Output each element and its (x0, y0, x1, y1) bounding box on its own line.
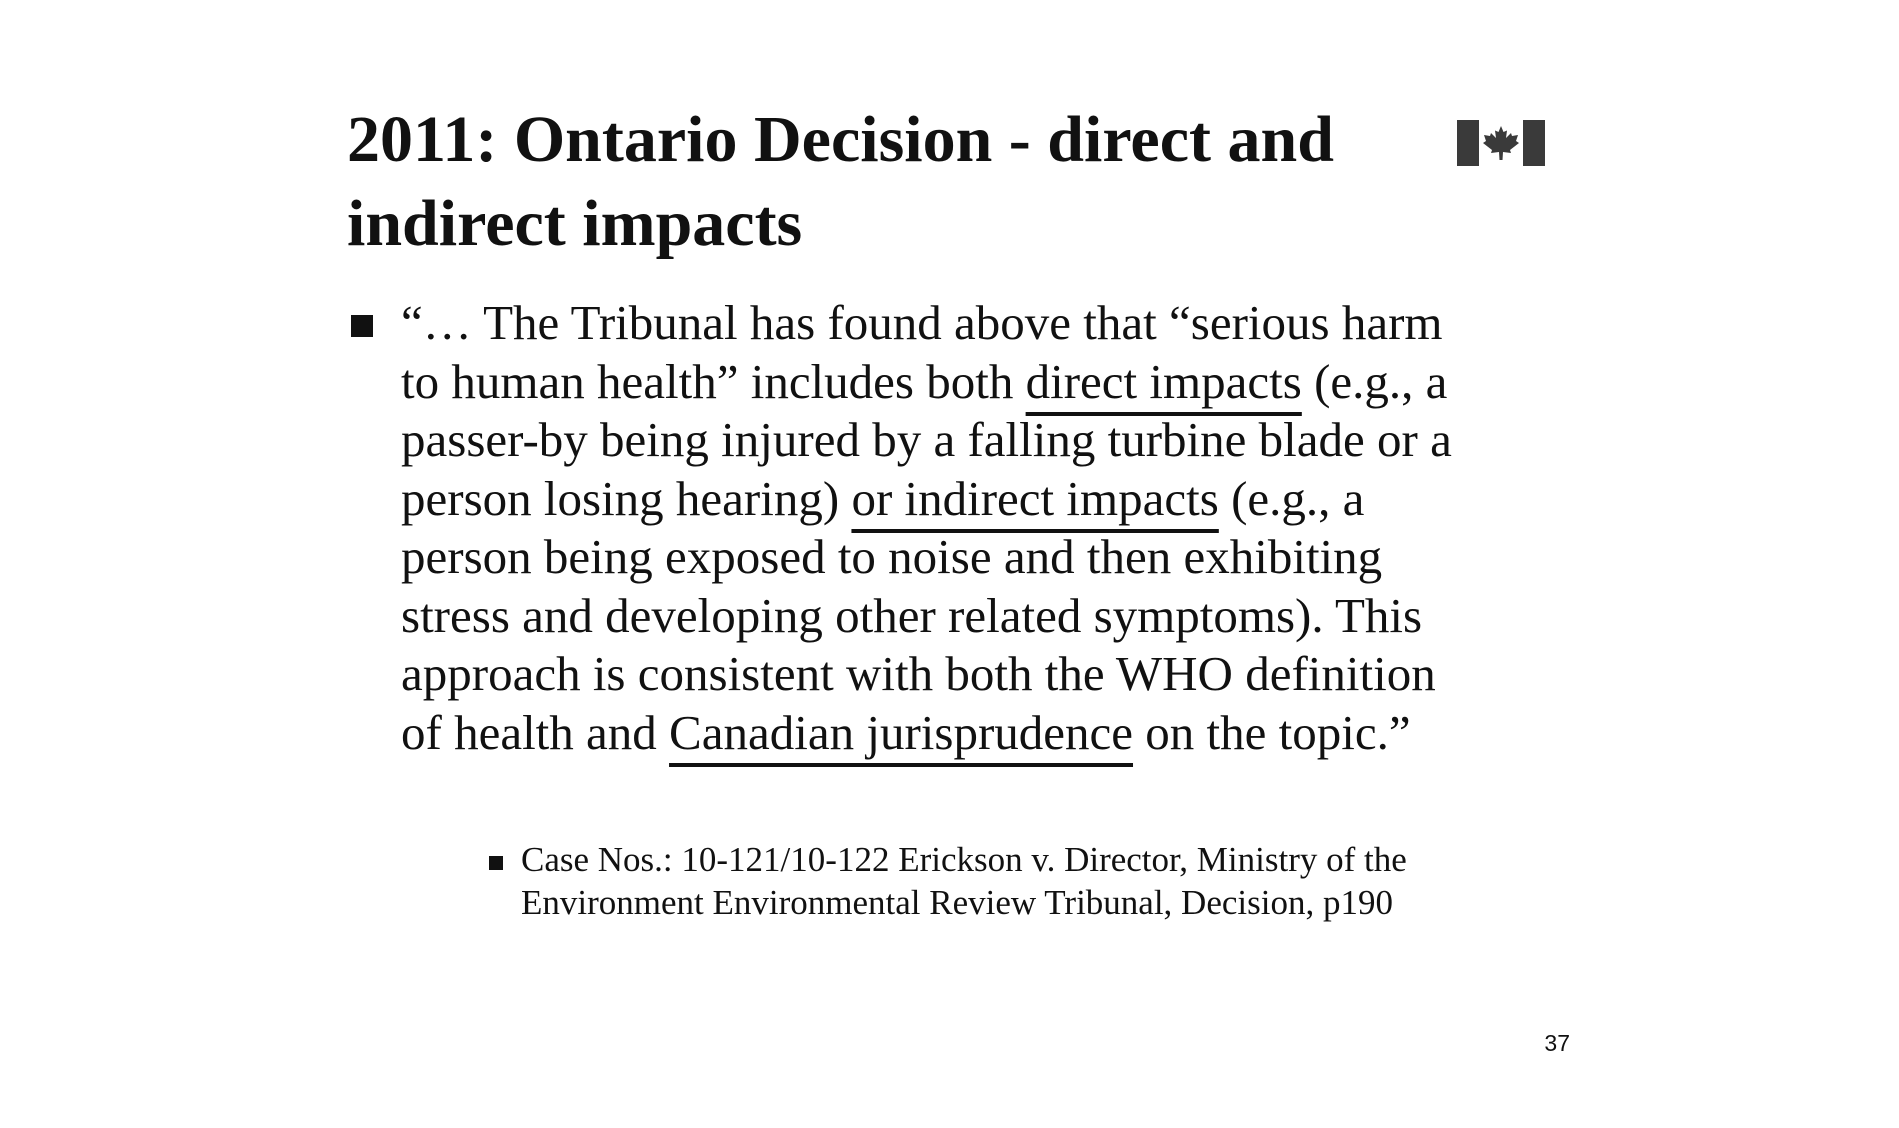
underlined-canadian-jurisprudence: Canadian jurisprudence (669, 704, 1134, 760)
underlined-direct-impacts: direct impacts (1025, 353, 1302, 409)
quote-line: “… The Tribunal has found above that “serious harm (401, 295, 1443, 350)
case-citation (521, 838, 1521, 924)
quote-line: approach is consistent with both the WHO definition (401, 646, 1436, 701)
quote-text: to human health” includes both (401, 353, 1026, 409)
citation-line: Environment Environmental Review Tribunal, Decision, p190 (521, 883, 1393, 922)
slide-title (347, 98, 1397, 266)
quote-line (401, 704, 1531, 763)
flag-right-band (1523, 120, 1545, 166)
quote-text: on the topic.” (1133, 704, 1411, 760)
quote-text: of health and (401, 704, 670, 760)
page-number: 37 (1544, 1030, 1570, 1056)
tribunal-quote (401, 294, 1531, 762)
quote-text: (e.g., a (1218, 470, 1365, 526)
citation-line: Case Nos.: 10-121/10-122 Erickson v. Director, Ministry of the (521, 840, 1407, 879)
quote-line (401, 470, 1531, 529)
quote-line: passer-by being injured by a falling turbine blade or a (401, 412, 1452, 467)
underlined-indirect-impacts: or indirect impacts (851, 470, 1219, 526)
slide-title-line-2: indirect impacts (347, 187, 803, 260)
quote-text: (e.g., a (1301, 353, 1448, 409)
canada-flag-icon (1457, 120, 1545, 166)
quote-text: person losing hearing) (401, 470, 852, 526)
maple-leaf-icon (1483, 126, 1519, 160)
quote-line: stress and developing other related symptoms). This (401, 587, 1423, 643)
quote-line (401, 353, 1531, 412)
slide-title-line-1: 2011: Ontario Decision - direct and (347, 103, 1334, 176)
sub-bullet-marker (489, 856, 503, 870)
bullet-marker (351, 315, 373, 337)
flag-left-band (1457, 120, 1479, 166)
quote-line: person being exposed to noise and then exhibiting (401, 529, 1383, 584)
